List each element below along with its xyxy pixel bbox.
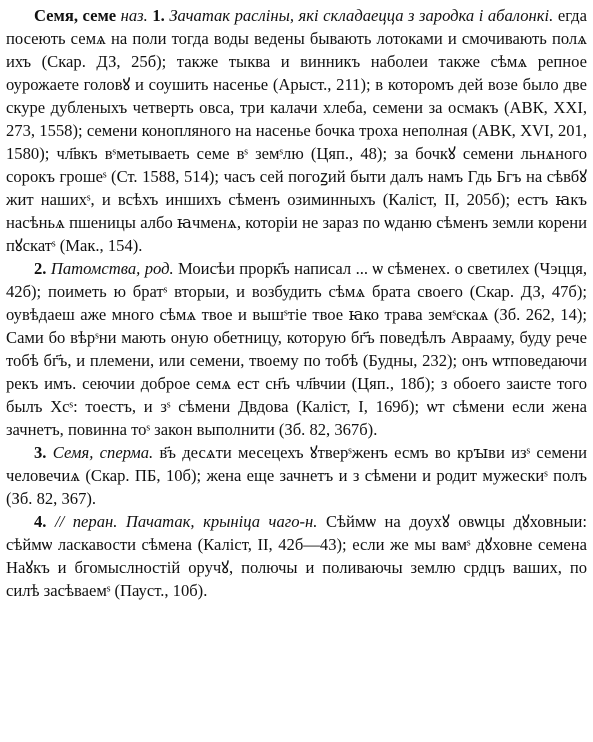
sense-number: 4. — [34, 512, 47, 531]
dictionary-entry-sense-2 — [6, 257, 587, 441]
sense-citations: Сѣймѡ на доухꙋ овѡцы дꙋховныи: сѣймѡ ласкавости сѣмена (Каліст, II, 42б—43); если же мы вамˢ дꙋховне семена Наꙋкъ и бгомыслностій оручꙋ, полючы и поливаючы землю срдцъ ваших, по силѣ засѣваемˢ (Пауст., 10б). — [6, 512, 587, 600]
sense-citations: егда посеють семѧ на поли тогда воды ведены бывають лотоками и смочивають полѧ ихъ (Скар. ДЗ, 25б); также тыква и винникъ наболеи также сѣмѧ репное оурожаете головꙋ и соушить насенье (Арыст., 211); в которомъ дей возе было две скуре дубленыхъ четверть овса, три калачи хлеба, семени за осмакъ (АВК, XXI, 273, 1558); семени конопляного на насенье бочка троха неполная (АВК, XVI, 201, 1580); чл҃вкъ вˢметываеть семе вˢ земˢлю (Цяп., 48); за бочкꙋ семени льнѧного сорокъ грошеˢ (Ст. 1588, 514); часъ сей погоꙁий быти далъ намъ Гдь Бгъ на сѣвбꙋ жит нашихˢ, и всѣхъ иншихъ сѣменъ озиминныхъ (Каліст, II, 205б); естъ ꙗкъ насѣньѧ пшеницы албо ꙗчменѧ, которіи не зараз по ѡданю сѣменъ земли корени пꙋскатˢ (Мак., 154). — [6, 6, 587, 255]
dictionary-entry-sense-3 — [6, 441, 587, 510]
headword: Семя, семе — [34, 6, 117, 25]
sense-number: 2. — [34, 259, 47, 278]
sense-definition: Семя, сперма. — [52, 443, 154, 462]
sense-number: 3. — [34, 443, 47, 462]
dictionary-entry-sense-4 — [6, 510, 587, 602]
sense-number: 1. — [152, 6, 165, 25]
sense-definition: // перан. Пачатак, крыніца чаго-н. — [54, 512, 318, 531]
sense-definition: Патомства, род. — [50, 259, 174, 278]
sense-citations: Моисѣи прорк҃ъ написал ... ѡ сѣменех. о светилех (Чэцця, 42б); поиметь ю братˢ вторыи, и возбудить сѣмѧ брата своего (Скар. ДЗ, 47б); оувѣдаеш аже много сѣмѧ твое и вышˢтіе твое ꙗко трава земˢскаѧ (Зб. 262, 14); Сами бо вѣрˢни мають оную обетницу, которую бг҃ъ поведѣлъ Аврааму, буду рече тобѣ бг҃ъ, и племени, или семени, твоему по тобѣ (Будны, 232); онъ ѡтповедаючи рекъ имъ. сеючии доброе семѧ ест сн҃ъ чл҃вчии (Цяп., 18б); з обоего заисте того былъ Хсˢ: тоестъ, и зˢ сѣмени Двдова (Каліст, I, 169б); ѡт сѣмени если жена зачнетъ, повинна тоˢ закон выполнити (Зб. 82, 367б). — [6, 259, 587, 439]
sense-definition: Зачатак расліны, які складаецца з зародка і абалонкі. — [169, 6, 554, 25]
part-of-speech: наз. — [120, 6, 148, 25]
sense-citations: в҃ъ десѧти месецехъ ꙋтверˢженъ есмъ во крꙑви изˢ семени человечиѧ (Скар. ПБ, 10б); жена еще зачнетъ и з сѣмени и родит мужескиˢ полъ (Зб. 82, 367). — [6, 443, 587, 508]
dictionary-entry-sense-1 — [6, 4, 587, 257]
